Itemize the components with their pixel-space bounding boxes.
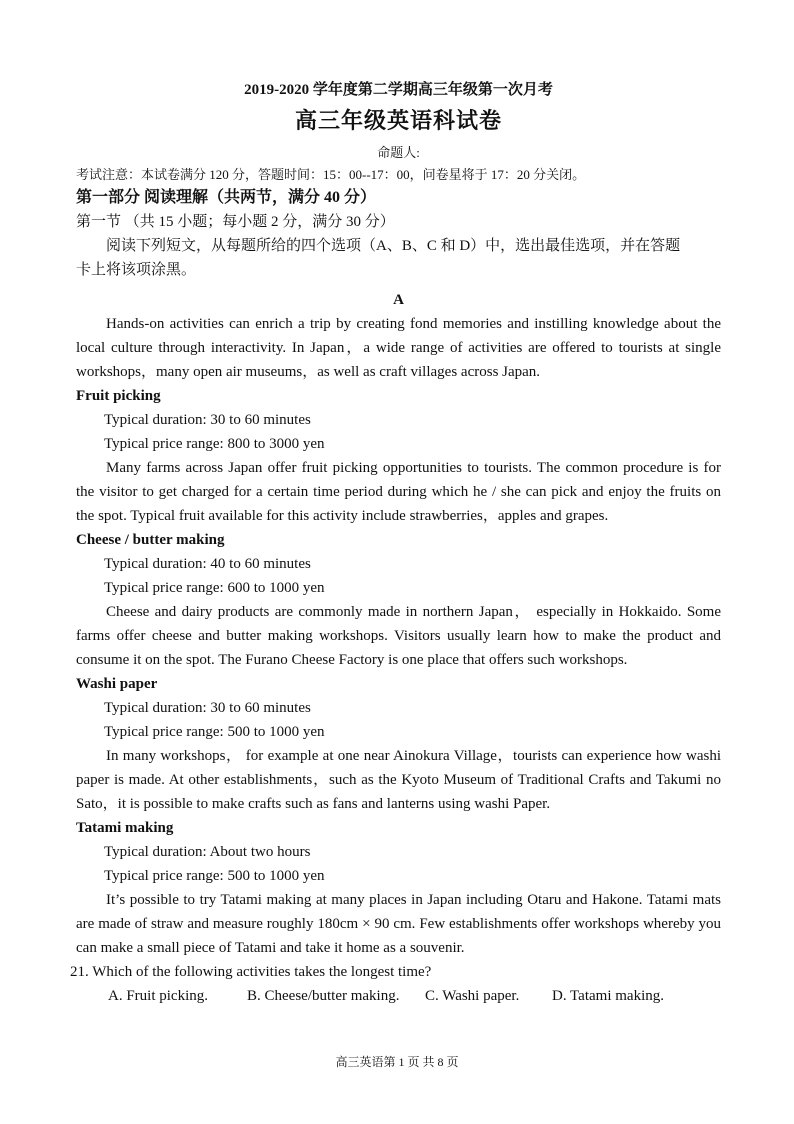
passage-label: A	[393, 292, 404, 308]
activity-heading: Fruit picking	[76, 388, 161, 404]
activity-price: Typical price range: 500 to 1000 yen	[104, 724, 325, 740]
page-title: 高三年级英语科试卷	[294, 108, 502, 133]
section1-title: 第一节 （共 15 小题；每小题 2 分，满分 30 分）	[76, 214, 395, 230]
activity-description: Cheese and dairy products are commonly made in northern Japan， especially in Hokkaido. Some farms offer cheese and butter making workshops. Visitors usually learn how to make the product and consume it on the spot. The Furano Cheese Factory is one place that offers such workshops.	[76, 604, 721, 668]
activity-duration: Typical duration: 30 to 60 minutes	[104, 412, 311, 428]
part1-title: 第一部分 阅读理解（共两节，满分 40 分）	[76, 189, 377, 206]
activity-tatami-making	[76, 816, 721, 960]
activity-heading: Washi paper	[76, 676, 158, 692]
exam-period: 2019-2020 学年度第二学期高三年级第一次月考	[244, 82, 553, 98]
option-a[interactable]: A. Fruit picking.	[108, 988, 208, 1004]
option-d[interactable]: D. Tatami making.	[552, 988, 664, 1004]
activity-price: Typical price range: 800 to 3000 yen	[104, 436, 325, 452]
activity-price: Typical price range: 600 to 1000 yen	[104, 580, 325, 596]
activity-fruit-picking	[76, 384, 721, 528]
instruction-line1: 阅读下列短文，从每题所给的四个选项（A、B、C 和 D）中，选出最佳选项，并在答题	[106, 238, 681, 254]
exam-page	[70, 74, 721, 1008]
activity-duration: Typical duration: 30 to 60 minutes	[104, 700, 311, 716]
activity-heading: Tatami making	[76, 820, 174, 836]
activity-description: In many workshops， for example at one near Ainokura Village，tourists can experience how washi paper is made. At other establishments，such as the Kyoto Museum of Traditional Crafts and Takumi no Sato，it is possible to make crafts such as fans and lanterns using washi Paper.	[76, 748, 721, 812]
question-21-stem: 21. Which of the following activities takes the longest time?	[70, 964, 432, 980]
activity-cheese-butter	[76, 528, 721, 672]
option-c[interactable]: C. Washi paper.	[425, 988, 520, 1004]
activity-duration: Typical duration: 40 to 60 minutes	[104, 556, 311, 572]
passage-intro: Hands-on activities can enrich a trip by creating fond memories and instilling knowledge about the local culture through interactivity. In Japan，a wide range of activities are offered to tourists at single workshops，many open air museums，as well as craft villages across Japan.	[76, 316, 721, 380]
exam-notice: 考试注意：本试卷满分 120 分，答题时间：15：00--17：00，问卷星将于 17：20 分关闭。	[76, 167, 586, 182]
activity-price: Typical price range: 500 to 1000 yen	[104, 868, 325, 884]
setter-label: 命题人:	[377, 145, 420, 160]
activity-description: It’s possible to try Tatami making at many places in Japan including Otaru and Hakone. Tatami mats are made of straw and measure roughly 180cm × 90 cm. Few establishments offer workshops whereby you can make a small piece of Tatami and take it home as a souvenir.	[76, 892, 721, 956]
activity-duration: Typical duration: About two hours	[104, 844, 311, 860]
option-b[interactable]: B. Cheese/butter making.	[247, 988, 400, 1004]
instruction-line2: 卡上将该项涂黑。	[76, 262, 197, 278]
question-21-options	[76, 984, 721, 1008]
activity-washi-paper	[76, 672, 721, 816]
activity-heading: Cheese / butter making	[76, 532, 225, 548]
activity-description: Many farms across Japan offer fruit picking opportunities to tourists. The common procedure is for the visitor to get charged for a certain time period during which he / she can pick and enjoy the fruits on the spot. Typical fruit available for this activity include strawberries，apples and grapes.	[76, 460, 721, 524]
page-footer: 高三英语第 1 页 共 8 页	[335, 1055, 459, 1069]
